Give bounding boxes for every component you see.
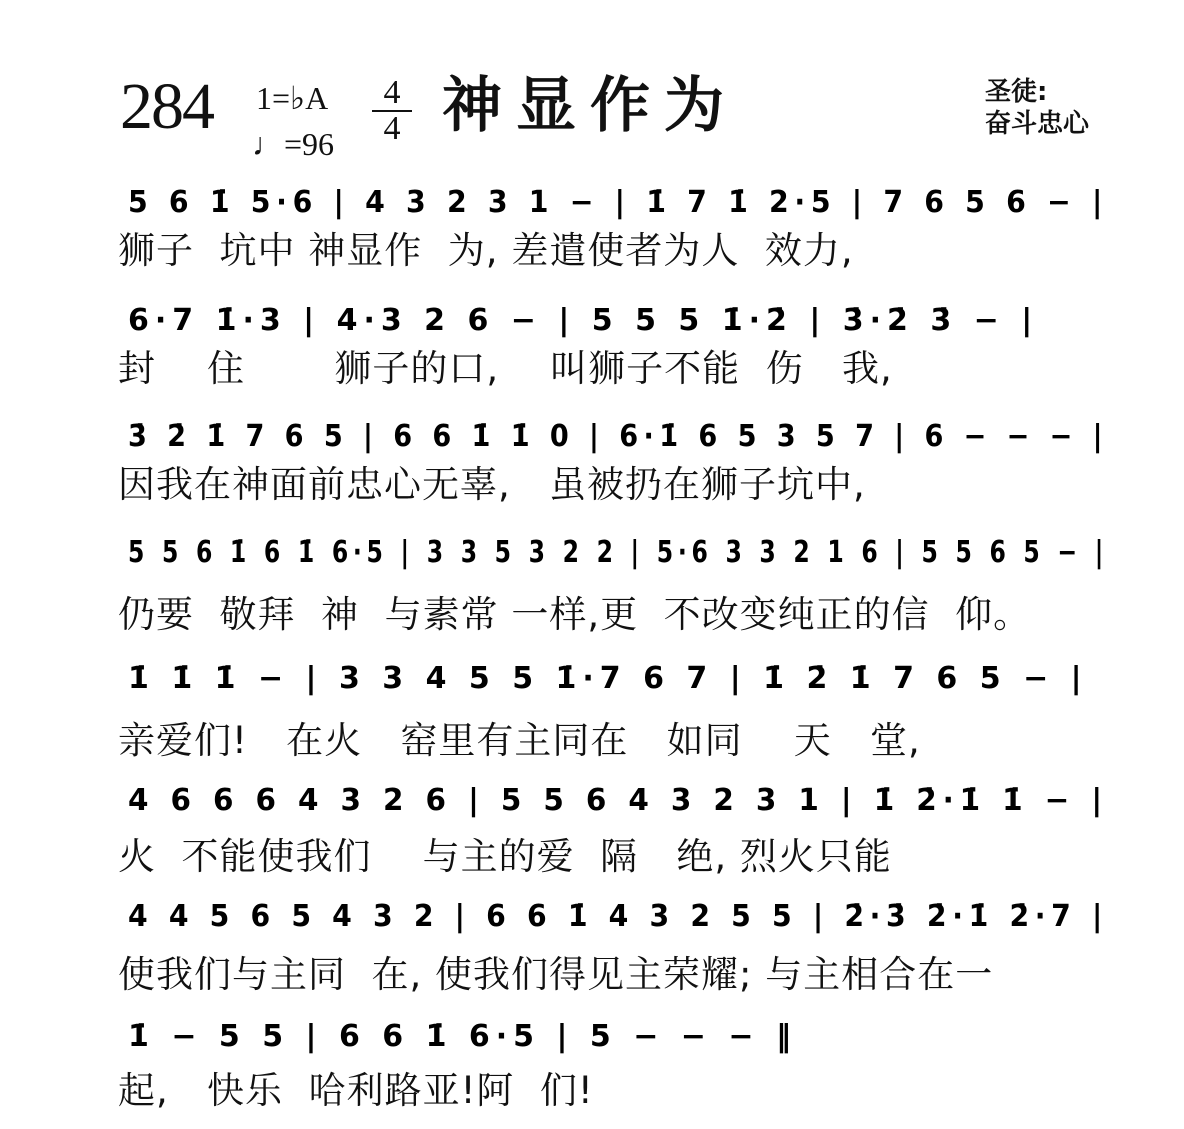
notation-row-1-text: 5 6 1̇ 5·6 | 4 3 2 3 1 − | 1̇ 7 1̇ 2·5 | 7 6 5 6 − | xyxy=(128,185,1108,220)
notation-row-8 xyxy=(118,1006,1118,1066)
lyric-row-5: 亲爱们! 在火 窑里有主同在 如同 天 堂, xyxy=(118,719,921,762)
lyric-row-1: 狮子 坑中 神显作 为, 差遣使者为人 效力, xyxy=(118,229,854,272)
notation-row-6-text: 4 6 6 6 4 3 2 6 | 5 5 6 4 3 2 3 1 | 1̇ 2̇·1̇ 1̇ − | xyxy=(128,783,1108,818)
notation-row-6-marks xyxy=(118,770,1118,830)
notation-row-2 xyxy=(118,290,1118,350)
notation-row-5 xyxy=(118,648,1118,708)
notation-row-3 xyxy=(118,406,1118,466)
song-header xyxy=(0,0,1184,170)
notation-row-7-text: 4 4 5 6 5 4 3 2 | 6 6 1̇ 4 3 2 5 5 | 2̇·3̇ 2̇·1̇ 2̇·7 | xyxy=(128,899,1108,934)
notation-row-4-text: 5 5 6 1̇ 6 1̇ 6·5 | 3 3 5 3 2 2 | 5·6 3 3 2 1 6 | 5 5 6 5 − | xyxy=(128,535,1108,570)
key-signature: 1=♭A xyxy=(256,80,329,116)
notation-row-1-marks xyxy=(118,172,1118,232)
song-source xyxy=(985,76,1089,140)
notation-row-3-marks xyxy=(118,406,1118,466)
time-signature-bottom: 4 xyxy=(383,110,401,147)
notation-row-5-text: 1̇ 1̇ 1̇ − | 3 3 4 5 5 1̇·7 6 7 | 1̇ 2̇ 1̇ 7 6 5 − | xyxy=(128,661,1088,696)
notation-row-4 xyxy=(118,522,1118,582)
lyric-row-8: 起, 快乐 哈利路亚!阿 们! xyxy=(118,1069,594,1112)
notation-row-8-marks xyxy=(118,1006,1118,1066)
notation-row-4-marks xyxy=(118,522,1118,582)
hymn-number: 284 xyxy=(120,70,213,143)
song-title: 神显作为 xyxy=(442,71,738,141)
source-line-2: 奋斗忠心 xyxy=(985,109,1090,139)
lyric-row-3: 因我在神面前忠心无辜, 虽被扔在狮子坑中, xyxy=(118,463,866,506)
tempo-marking: ♩=96 xyxy=(252,126,335,162)
notation-row-3-text: 3̇ 2̇ 1̇ 7 6 5 | 6 6 1̇ 1̇ 0 | 6·1̇ 6 5 3 5 7 | 6 − − − | xyxy=(128,419,1108,454)
lyric-row-4: 仍要 敬拜 神 与素常 一样,更 不改变纯正的信 仰。 xyxy=(118,593,1032,636)
notation-row-7 xyxy=(118,886,1118,946)
lyric-row-7: 使我们与主同 在, 使我们得见主荣耀; 与主相合在一 xyxy=(118,953,994,996)
lyric-row-6: 火 不能使我们 与主的爱 隔 绝, 烈火只能 xyxy=(118,835,892,878)
notation-row-1 xyxy=(118,172,1118,232)
lyric-row-2: 封 住 狮子的口, 叫狮子不能 伤 我, xyxy=(118,347,893,390)
notation-row-7-marks xyxy=(118,886,1118,946)
notation-row-2-text: 6·7 1̇·3 | 4·3 2 6 − | 5 5 5 1̇·2̇ | 3̇·2̇ 3̇ − | xyxy=(128,303,1039,338)
notation-row-8-text: 1̇ − 5 5 | 6 6 1̇ 6·5 | 5 − − − ‖ xyxy=(128,1019,797,1054)
source-line-1: 圣徒: xyxy=(985,77,1048,107)
time-signature-top: 4 xyxy=(372,76,412,112)
time-signature xyxy=(372,76,412,146)
notation-row-2-marks xyxy=(118,290,1118,350)
notation-row-5-marks xyxy=(118,648,1118,708)
notation-row-6 xyxy=(118,770,1118,830)
